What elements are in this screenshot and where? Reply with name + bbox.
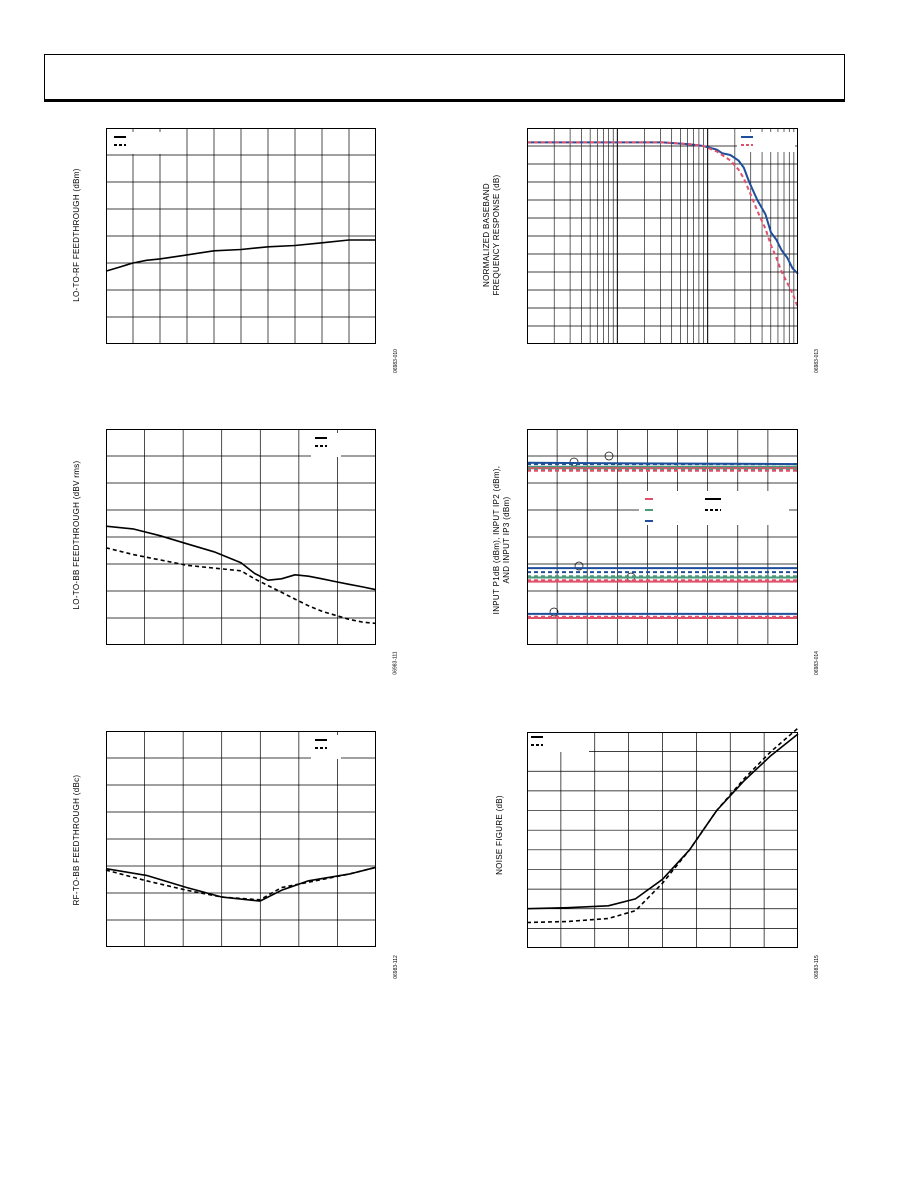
- figure-id-bb: 06983-013: [813, 349, 820, 373]
- ylabel-lo-bb: LO-TO-BB FEEDTHROUGH (dBV rms): [72, 460, 81, 610]
- ylabel-nf: NOISE FIGURE (dB): [495, 795, 504, 875]
- grid-ip: [527, 429, 798, 645]
- grid-bb: [527, 128, 798, 344]
- chart-bb: [527, 128, 798, 344]
- grid-rf-bb: [106, 731, 376, 947]
- ylabel-bb-line2: FREQUENCY RESPONSE (dB): [492, 174, 501, 296]
- ylabel-rf-bb: RF-TO-BB FEEDTHROUGH (dBc): [72, 774, 81, 906]
- page-header-box: [44, 54, 845, 102]
- ylabel-bb-line1: NORMALIZED BASEBAND: [482, 183, 491, 287]
- series-line-0: [106, 867, 376, 901]
- figure-id-lo-bb: 06983-111: [392, 651, 399, 675]
- chart-ip: [527, 429, 798, 645]
- grid-nf: [527, 732, 798, 948]
- figure-id-ip: 06983-014: [813, 651, 820, 675]
- ylabel-ip-line1: INPUT P1dB (dBm), INPUT IP2 (dBm),: [492, 465, 501, 615]
- grid-lo-rf: [106, 128, 376, 344]
- series-line-1: [527, 142, 798, 308]
- legend-box: [737, 132, 795, 152]
- ylabel-lo-rf: LO-TO-RF FEEDTHROUGH (dBm): [72, 168, 81, 302]
- ylabel-ip-line2: AND INPUT IP3 (dBm): [502, 496, 511, 584]
- chart-rf-bb: [106, 731, 376, 947]
- legend-box: [110, 132, 170, 154]
- figure-id-rf-bb: 06983-112: [392, 955, 399, 979]
- series-line-1: [106, 867, 376, 900]
- legend-box: [527, 732, 589, 752]
- figure-id-lo-rf: 06983-010: [392, 349, 399, 373]
- chart-lo-bb: [106, 429, 376, 645]
- grid-lo-bb: [106, 429, 376, 645]
- series-line-1: [106, 548, 376, 624]
- ylabel-bb: [482, 165, 502, 305]
- ylabel-ip: [492, 450, 512, 630]
- chart-lo-rf: [106, 128, 376, 344]
- chart-nf: [527, 732, 798, 948]
- series-line-0: [106, 526, 376, 590]
- legend-box: [639, 491, 789, 525]
- figure-id-nf: 06983-115: [813, 955, 820, 979]
